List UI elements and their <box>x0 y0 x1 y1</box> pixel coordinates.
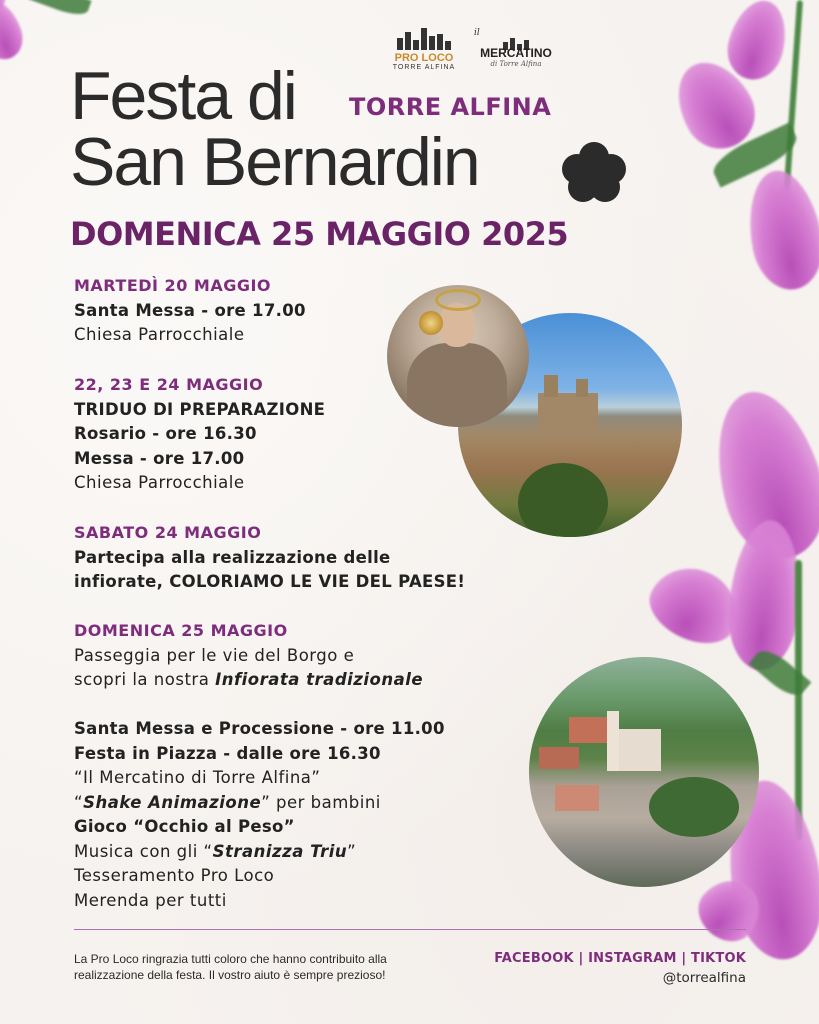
program-text: Musica con gli “ <box>74 841 213 861</box>
program-block-3 <box>74 521 465 595</box>
program-heading: MARTEDÌ 20 MAGGIO <box>74 276 272 295</box>
program-line <box>74 840 445 865</box>
pro-loco-logo-name: PRO LOCO <box>394 52 454 64</box>
program-text: scopri la nostra <box>74 670 216 689</box>
castle-icon <box>386 28 462 50</box>
program-line: Chiesa Parrocchiale <box>74 473 245 492</box>
program-line: Messa - ore 17.00 <box>74 448 245 468</box>
social-links: FACEBOOK | INSTAGRAM | TIKTOK <box>494 951 746 966</box>
program-emphasis: Shake Animazione <box>83 792 262 812</box>
footer-divider <box>74 929 746 930</box>
program-line: Rosario - ore 16.30 <box>74 424 257 443</box>
program-line: Partecipa alla realizzazione delle <box>74 547 391 567</box>
title-line-2: San Bernardin <box>70 124 479 200</box>
program-line: Passeggia per le vie del Borgo e <box>74 645 355 665</box>
program-text: ” <box>347 841 357 861</box>
program-line: Gioco “Occhio al Peso” <box>74 817 295 836</box>
program-line: “Il Mercatino di Torre Alfina” <box>74 768 321 787</box>
program-heading: 22, 23 E 24 MAGGIO <box>74 375 264 394</box>
program-heading: DOMENICA 25 MAGGIO <box>74 621 288 640</box>
program-block-4 <box>74 619 423 693</box>
program-line: Chiesa Parrocchiale <box>74 325 245 344</box>
program-block-2 <box>74 373 325 496</box>
social-handle: @torrealfina <box>662 970 746 986</box>
title-line-1: Festa di <box>70 58 296 134</box>
pro-loco-logo-sub: TORRE ALFINA <box>392 64 456 71</box>
program-line: Santa Messa e Processione - ore 11.00 <box>74 719 445 738</box>
program-text: ” per bambini <box>261 792 381 812</box>
mercatino-logo-il: il <box>474 28 480 38</box>
aerial-village-photo <box>529 657 759 887</box>
mercatino-logo <box>474 28 558 68</box>
mercatino-logo-sub: di Torre Alfina <box>490 60 542 68</box>
program-line: infiorate, COLORIAMO LE VIE DEL PAESE! <box>74 572 466 591</box>
program-text: “ <box>74 792 84 812</box>
program-heading: SABATO 24 MAGGIO <box>74 523 262 542</box>
program-line: TRIDUO DI PREPARAZIONE <box>74 399 326 419</box>
mercatino-logo-name: MERCATINO <box>480 46 552 60</box>
main-event-date: DOMENICA 25 MAGGIO 2025 <box>70 215 569 253</box>
saint-statue-photo <box>387 285 529 427</box>
program-line <box>74 791 445 816</box>
program-line: Festa in Piazza - dalle ore 16.30 <box>74 743 381 763</box>
footer-thanks-text: La Pro Loco ringrazia tutti coloro che hanno contribuito alla realizzazione della festa. Il vostro aiuto è sempre prezioso! <box>74 952 387 982</box>
social-section <box>494 951 746 986</box>
program-line: Tesseramento Pro Loco <box>74 866 275 885</box>
program-line: Santa Messa - ore 17.00 <box>74 300 306 320</box>
program-emphasis: Stranizza Triu <box>212 841 348 861</box>
program-line: Merenda per tutti <box>74 890 227 910</box>
program-block-5 <box>74 717 445 913</box>
town-name: TORRE ALFINA <box>349 93 552 121</box>
pro-loco-logo <box>386 28 462 71</box>
program-block-1 <box>74 274 306 348</box>
flower-o-icon <box>562 142 626 202</box>
sponsor-logos <box>386 28 558 71</box>
program-line <box>74 668 423 693</box>
program-emphasis: Infiorata tradizionale <box>215 670 424 689</box>
